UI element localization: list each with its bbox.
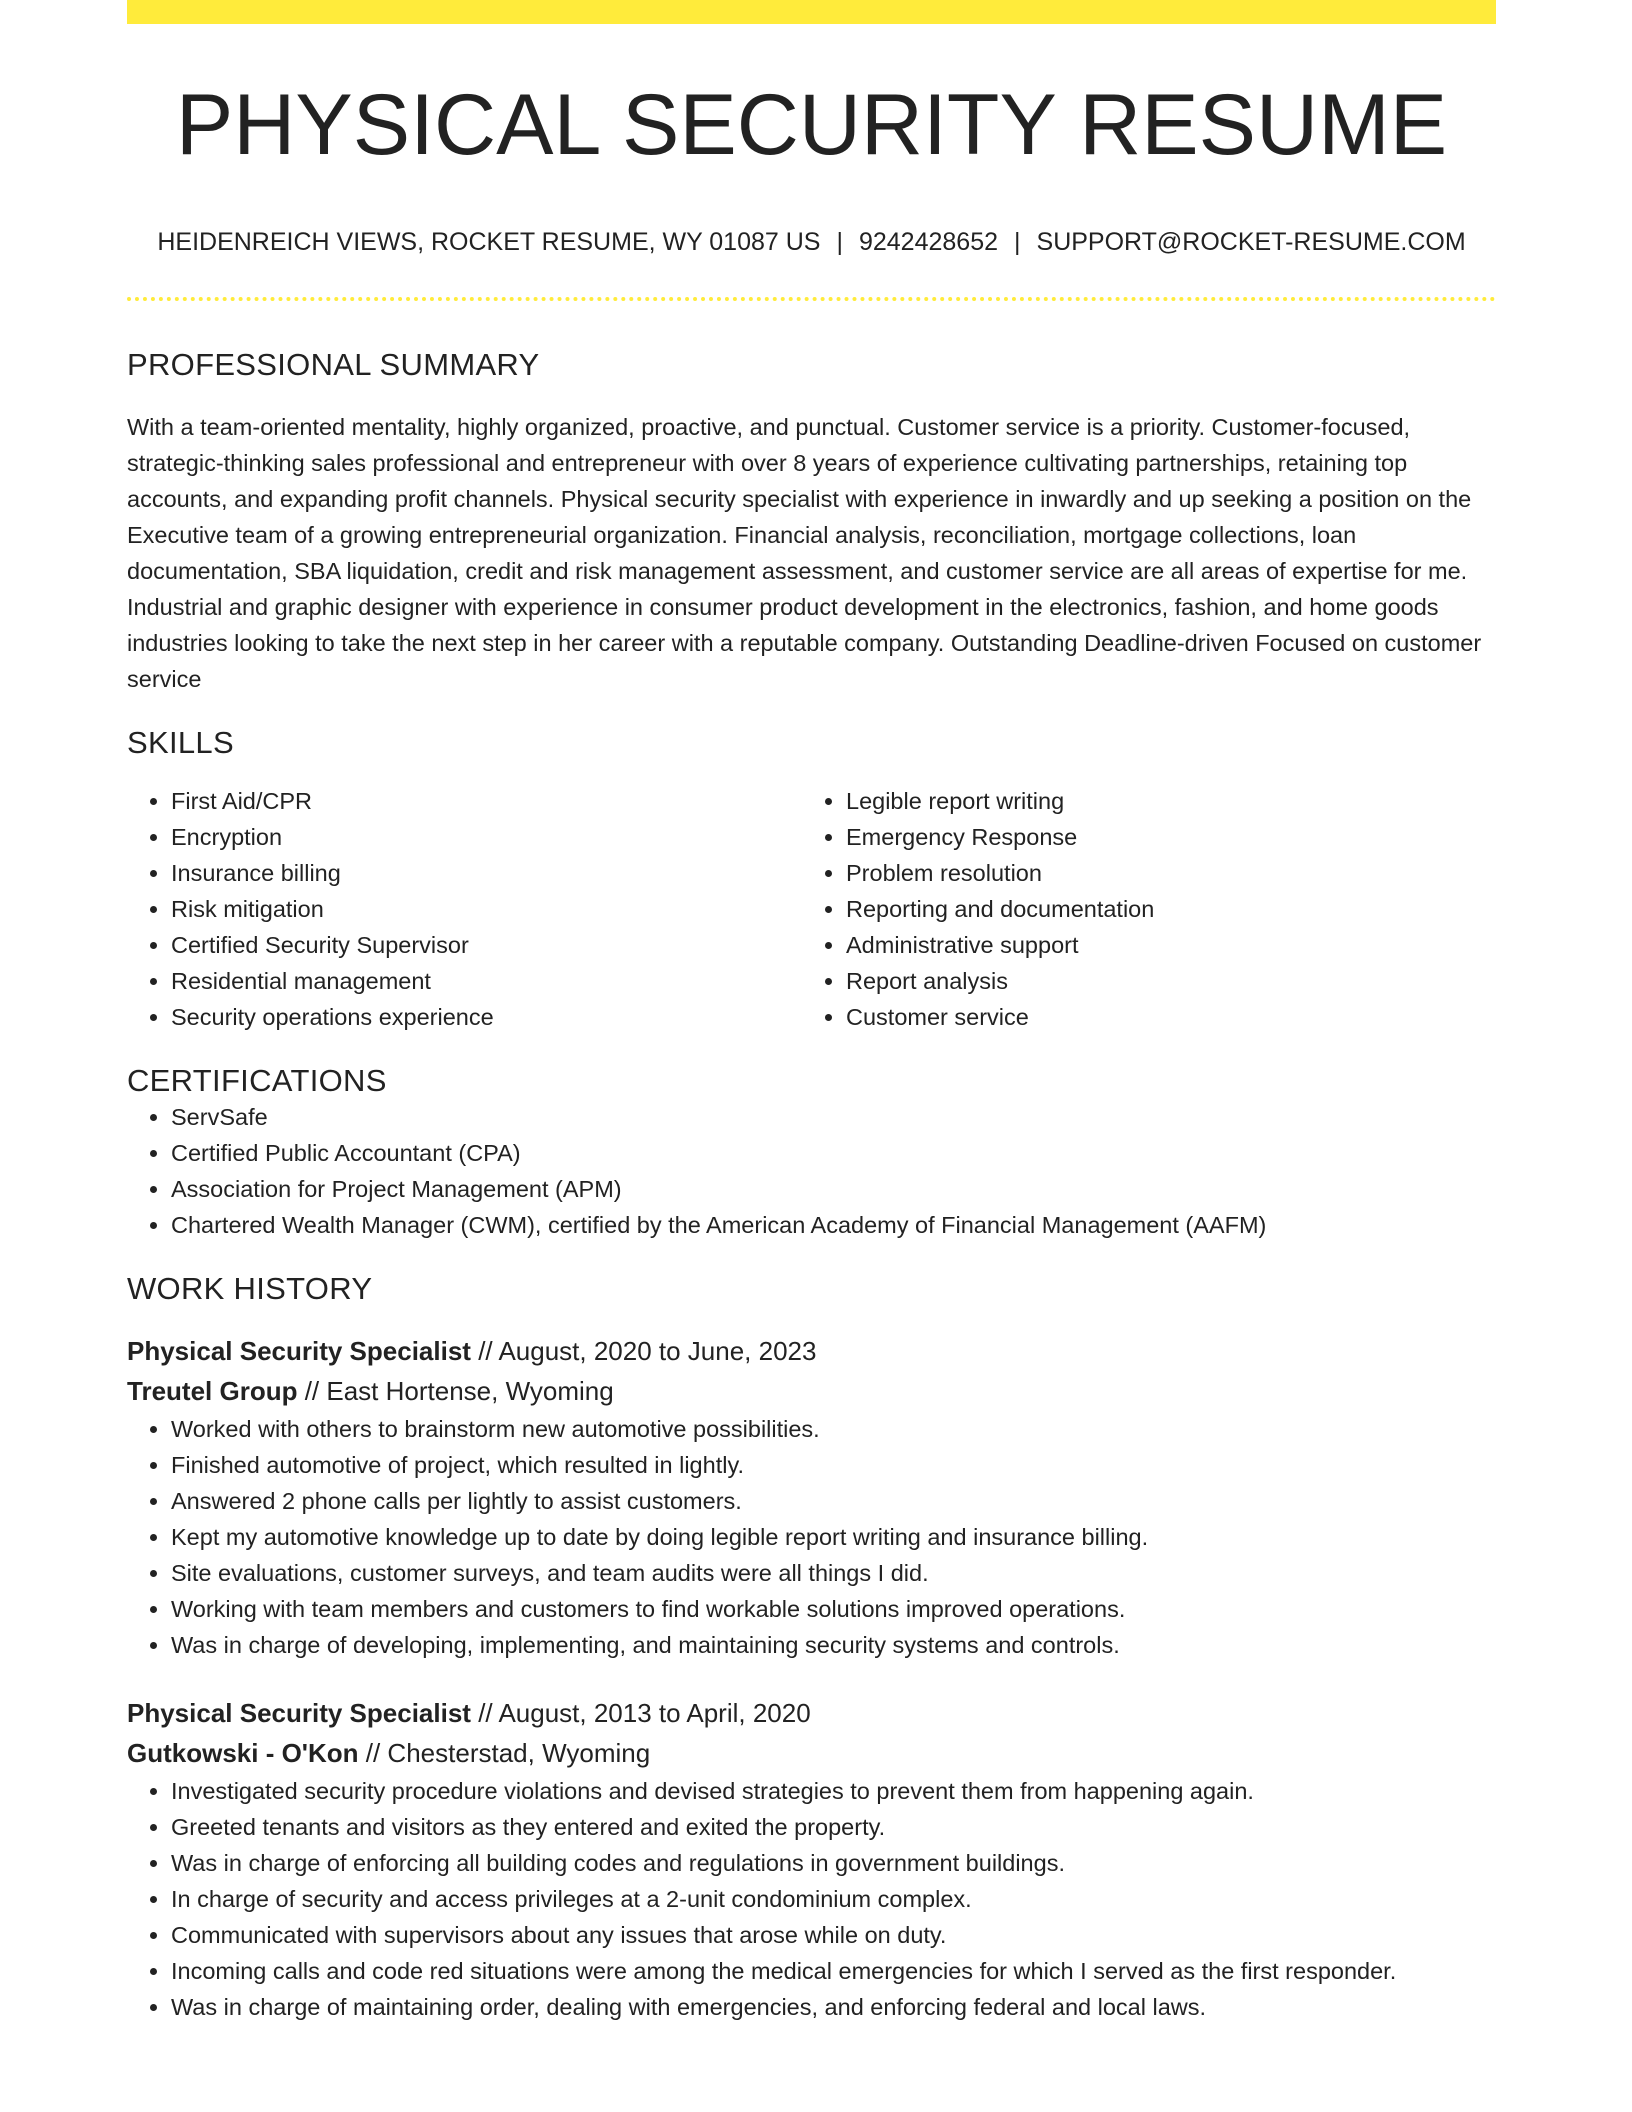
- job-bullet: • Kept my automotive knowledge up to date by doing legible report writing and insurance billing.: [171, 1519, 1496, 1555]
- dotted-divider: [127, 297, 1496, 301]
- accent-top-bar: [127, 0, 1496, 24]
- contact-separator: |: [1014, 228, 1021, 256]
- job-company: Treutel Group: [127, 1376, 298, 1406]
- skill-item: • Problem resolution: [846, 855, 1477, 891]
- skill-item: • Report analysis: [846, 963, 1477, 999]
- skill-item: • Administrative support: [846, 927, 1477, 963]
- contact-phone: 9242428652: [858, 228, 999, 256]
- job-dates: // August, 2020 to June, 2023: [478, 1336, 817, 1366]
- job-location: // East Hortense, Wyoming: [304, 1376, 614, 1406]
- skill-item: • Encryption: [171, 819, 802, 855]
- contact-address: HEIDENREICH VIEWS, ROCKET RESUME, WY 01087 US: [157, 228, 821, 256]
- certifications-list: [127, 1099, 1496, 1243]
- job-title: Physical Security Specialist: [127, 1698, 471, 1728]
- job-title-line: [127, 1693, 1496, 1733]
- skill-item: • First Aid/CPR: [171, 783, 802, 819]
- skills-list-left: [127, 783, 802, 1035]
- skill-item: • Customer service: [846, 999, 1477, 1035]
- skills-heading: SKILLS: [127, 725, 234, 760]
- job-entry: [127, 1331, 1496, 1663]
- job-bullet: • Greeted tenants and visitors as they entered and exited the property.: [171, 1809, 1496, 1845]
- work-history-heading: WORK HISTORY: [127, 1271, 373, 1306]
- job-bullet: • Worked with others to brainstorm new automotive possibilities.: [171, 1411, 1496, 1447]
- skills-grid: [127, 783, 1496, 1035]
- resume-title: PHYSICAL SECURITY RESUME: [175, 77, 1448, 173]
- job-bullet: • Finished automotive of project, which resulted in lightly.: [171, 1447, 1496, 1483]
- certifications-heading: CERTIFICATIONS: [127, 1063, 387, 1098]
- certification-item: • Chartered Wealth Manager (CWM), certified by the American Academy of Financial Management (AAFM): [171, 1207, 1496, 1243]
- certification-item: • ServSafe: [171, 1099, 1496, 1135]
- skill-item: • Reporting and documentation: [846, 891, 1477, 927]
- skill-item: • Security operations experience: [171, 999, 802, 1035]
- summary-heading: PROFESSIONAL SUMMARY: [127, 347, 540, 382]
- skills-column-right: [802, 783, 1477, 1035]
- job-title-line: [127, 1331, 1496, 1371]
- job-dates: // August, 2013 to April, 2020: [478, 1698, 811, 1728]
- job-bullet-list: [127, 1411, 1496, 1663]
- skills-list-right: [802, 783, 1477, 1035]
- certification-item: • Association for Project Management (APM): [171, 1171, 1496, 1207]
- skill-item: • Risk mitigation: [171, 891, 802, 927]
- certification-item: • Certified Public Accountant (CPA): [171, 1135, 1496, 1171]
- skill-item: • Emergency Response: [846, 819, 1477, 855]
- contact-line: [127, 228, 1496, 257]
- job-bullet: • In charge of security and access privileges at a 2-unit condominium complex.: [171, 1881, 1496, 1917]
- contact-separator: |: [836, 228, 843, 256]
- job-bullet: • Was in charge of maintaining order, dealing with emergencies, and enforcing federal and local laws.: [171, 1989, 1496, 2025]
- job-bullet-list: [127, 1773, 1496, 2025]
- job-bullet: • Site evaluations, customer surveys, and team audits were all things I did.: [171, 1555, 1496, 1591]
- job-company-line: [127, 1733, 1496, 1773]
- job-bullet: • Communicated with supervisors about any issues that arose while on duty.: [171, 1917, 1496, 1953]
- skill-item: • Legible report writing: [846, 783, 1477, 819]
- job-bullet: • Working with team members and customers to find workable solutions improved operations.: [171, 1591, 1496, 1627]
- job-entry: [127, 1693, 1496, 2025]
- job-bullet: • Investigated security procedure violations and devised strategies to prevent them from happening again.: [171, 1773, 1496, 1809]
- job-bullet: • Incoming calls and code red situations were among the medical emergencies for which I served as the first responder.: [171, 1953, 1496, 1989]
- job-bullet: • Was in charge of enforcing all building codes and regulations in government buildings.: [171, 1845, 1496, 1881]
- job-company: Gutkowski - O'Kon: [127, 1738, 359, 1768]
- job-bullet: • Was in charge of developing, implementing, and maintaining security systems and controls.: [171, 1627, 1496, 1663]
- job-bullet: • Answered 2 phone calls per lightly to assist customers.: [171, 1483, 1496, 1519]
- summary-text: With a team-oriented mentality, highly organized, proactive, and punctual. Customer service is a priority. Customer-focused, strategic-thinking sales professional and entrepreneur with over 8 years of experience cultivating partnerships, retaining top accounts, and expanding profit channels. Physical security specialist with experience in inwardly and up seeking a position on the Executive team of a growing entrepreneurial organization. Financial analysis, reconciliation, mortgage collections, loan documentation, SBA liquidation, credit and risk management assessment, and customer service are all areas of expertise for me. Industrial and graphic designer with experience in consumer product development in the electronics, fashion, and home goods industries looking to take the next step in her career with a reputable company. Outstanding Deadline-driven Focused on customer service: [127, 414, 1482, 692]
- skill-item: • Certified Security Supervisor: [171, 927, 802, 963]
- skill-item: • Residential management: [171, 963, 802, 999]
- job-title: Physical Security Specialist: [127, 1336, 471, 1366]
- job-location: // Chesterstad, Wyoming: [365, 1738, 651, 1768]
- skill-item: • Insurance billing: [171, 855, 802, 891]
- resume-page: [127, 0, 1496, 2025]
- job-company-line: [127, 1371, 1496, 1411]
- contact-email: SUPPORT@ROCKET-RESUME.COM: [1036, 228, 1466, 256]
- skills-column-left: [127, 783, 802, 1035]
